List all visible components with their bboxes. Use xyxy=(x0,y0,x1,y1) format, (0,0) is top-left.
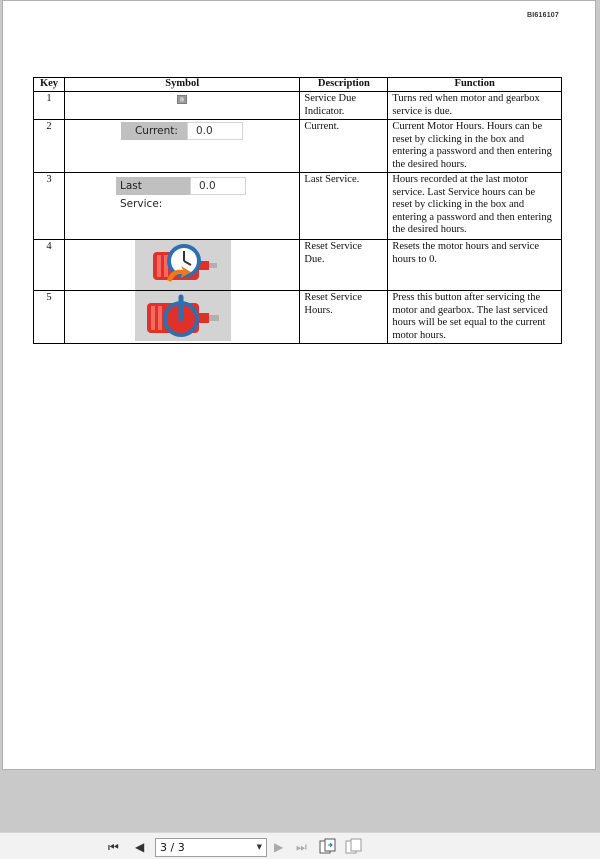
current-label: Current: xyxy=(121,122,187,140)
row-description: Current. xyxy=(300,120,388,173)
header-function: Function xyxy=(388,78,562,92)
row-symbol xyxy=(64,173,299,240)
previous-page-icon[interactable]: ◀ xyxy=(135,840,145,854)
current-value: 0.0 xyxy=(187,122,243,140)
table-header-row xyxy=(34,78,562,92)
table-row xyxy=(34,240,562,291)
table-row xyxy=(34,291,562,344)
header-description: Description xyxy=(300,78,388,92)
row-key: 3 xyxy=(34,173,65,240)
last-page-icon[interactable]: ⏭ xyxy=(296,840,307,854)
row-description: Last Service. xyxy=(300,173,388,240)
row-function: Current Motor Hours. Hours can be reset by clicking in the box and entering a password and then entering the desired hours. xyxy=(388,120,562,173)
row-key: 1 xyxy=(34,92,65,120)
row-function: Hours recorded at the last motor service. Last Service hours can be reset by clicking in the box and entering a password and then entering the desired hours. xyxy=(388,173,562,240)
header-key: Key xyxy=(34,78,65,92)
first-page-icon[interactable]: ⏮ xyxy=(108,840,119,854)
chevron-down-icon: ▼ xyxy=(256,843,262,851)
page-number-select[interactable] xyxy=(155,838,267,857)
last-service-label: Last Service: xyxy=(116,177,190,195)
row-key: 5 xyxy=(34,291,65,344)
row-function: Turns red when motor and gearbox service is due. xyxy=(388,92,562,120)
document-id: BI616107 xyxy=(527,12,559,19)
symbol-key-table xyxy=(33,77,562,344)
header-symbol: Symbol xyxy=(64,78,299,92)
last-service-field xyxy=(116,177,246,210)
fit-page-icon[interactable] xyxy=(319,838,337,859)
row-symbol xyxy=(64,291,299,344)
row-key: 4 xyxy=(34,240,65,291)
row-function: Resets the motor hours and service hours to 0. xyxy=(388,240,562,291)
row-symbol xyxy=(64,92,299,120)
row-description: Reset Service Hours. xyxy=(300,291,388,344)
row-key: 2 xyxy=(34,120,65,173)
service-due-indicator-icon xyxy=(177,95,187,104)
row-function: Press this button after servicing the motor and gearbox. The last serviced hours will be set equal to the current motor hours. xyxy=(388,291,562,344)
row-symbol xyxy=(64,120,299,173)
row-description: Service Due Indicator. xyxy=(300,92,388,120)
document-page xyxy=(2,0,596,770)
row-description: Reset Service Due. xyxy=(300,240,388,291)
current-hours-field xyxy=(121,122,243,140)
next-page-icon[interactable]: ▶ xyxy=(274,840,284,854)
table-row xyxy=(34,120,562,173)
page-indicator: 3 / 3 xyxy=(160,841,185,854)
fit-width-icon[interactable] xyxy=(345,838,363,859)
table-row xyxy=(34,173,562,240)
motor-clock-reset-icon xyxy=(135,240,231,290)
row-symbol xyxy=(64,240,299,291)
viewer-toolbar xyxy=(0,832,600,859)
motor-power-icon xyxy=(135,291,231,341)
last-service-value: 0.0 xyxy=(190,177,246,195)
table-row xyxy=(34,92,562,120)
